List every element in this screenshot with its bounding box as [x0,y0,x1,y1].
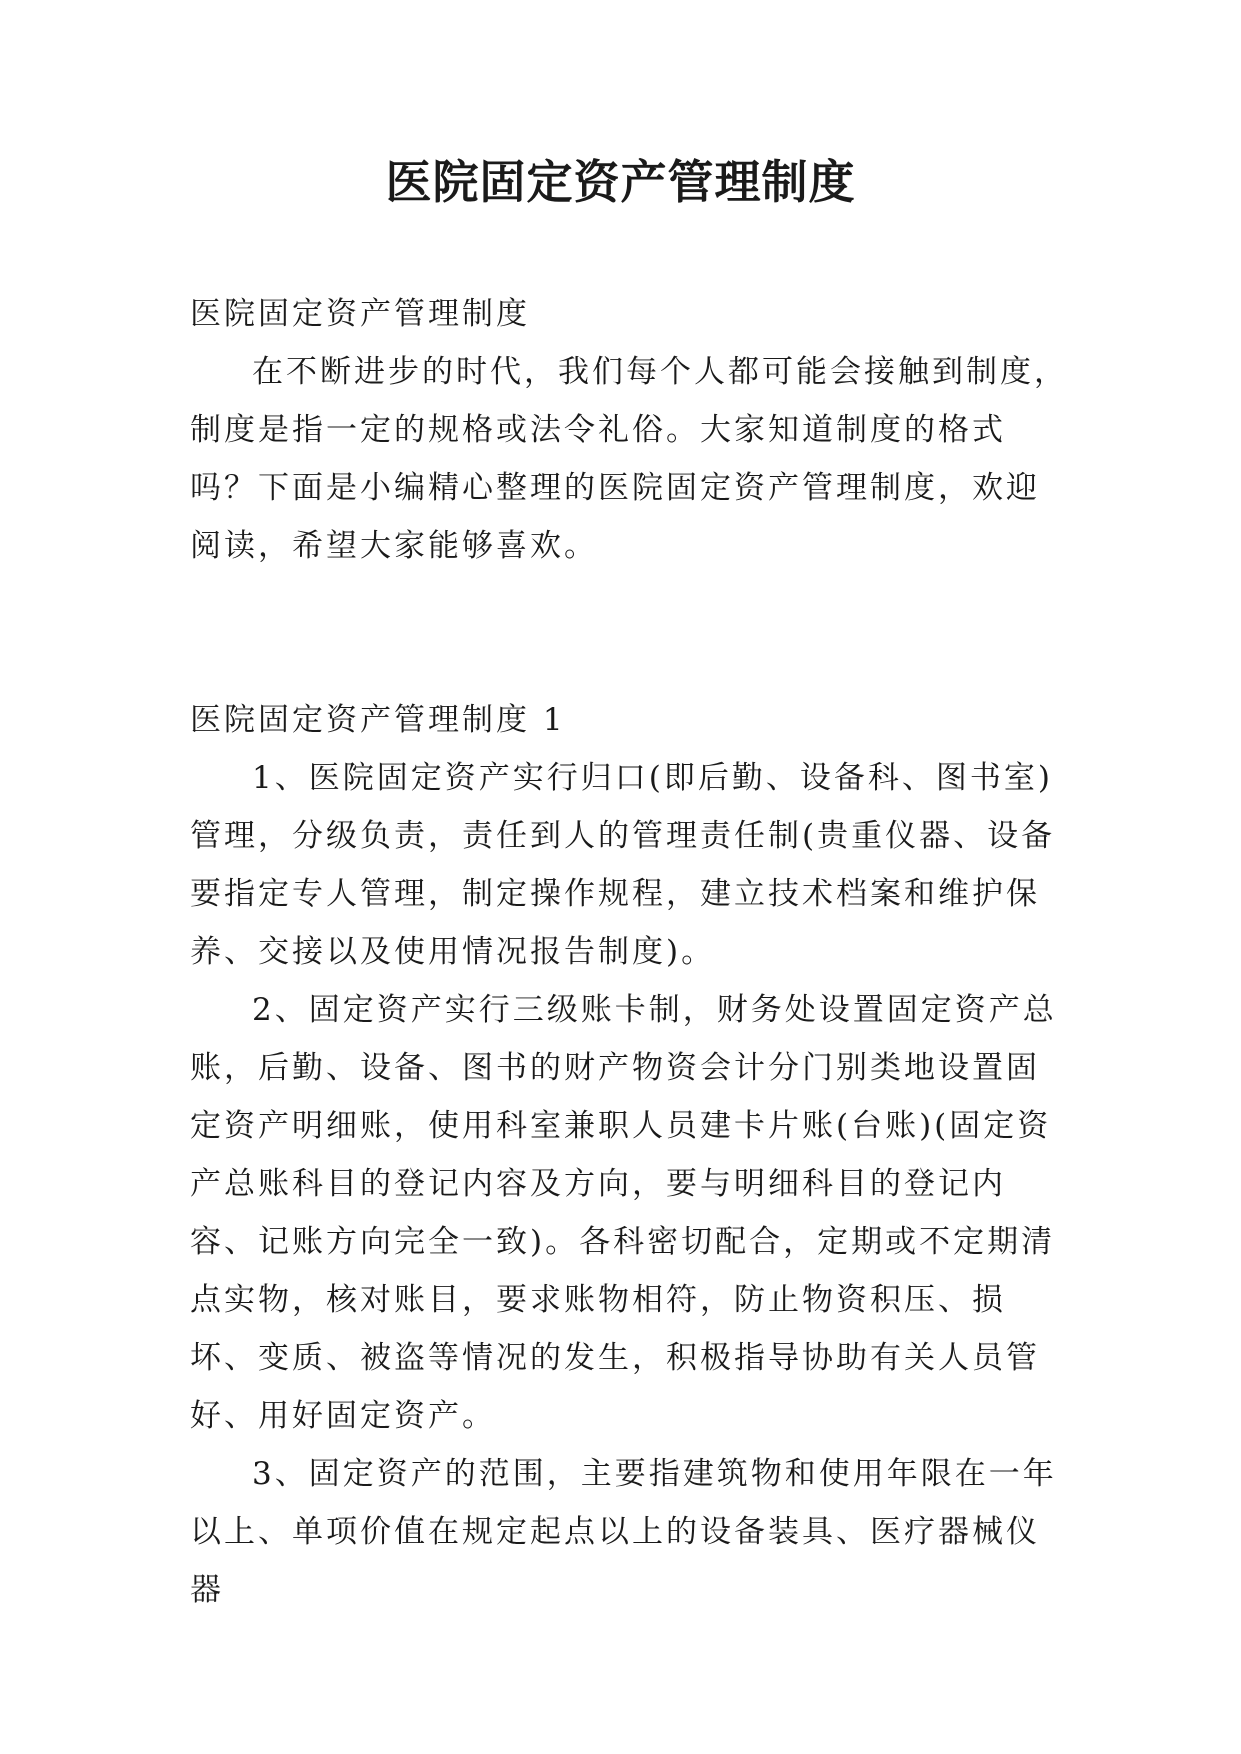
document-title: 医院固定资产管理制度 [385,155,856,209]
section-heading: 医院固定资产管理制度 1 [190,702,566,738]
intro-paragraph: 在不断进步的时代，我们每个人都可能会接触到制度，制度是指一定的规格或法令礼俗。大家知道制度的格式吗？下面是小编精心整理的医院固定资产管理制度，欢迎阅读，希望大家能够喜欢。 [190,354,1068,564]
document-body [190,285,1070,1619]
section-spacer [190,575,1070,691]
body-paragraph: 2、固定资产实行三级账卡制，财务处设置固定资产总账，后勤、设备、图书的财产物资会计分门别类地设置固定资产明细账，使用科室兼职人员建卡片账(台账)(固定资产总账科目的登记内容及方向，要与明细科目的登记内容、记账方向完全一致)。各科密切配合，定期或不定期清点实物，核对账目，要求账物相符，防止物资积压、损坏、变质、被盗等情况的发生，积极指导协助有关人员管好、用好固定资产。 [190,992,1057,1434]
document-subtitle: 医院固定资产管理制度 [190,296,530,332]
body-paragraph: 1、医院固定资产实行归口(即后勤、设备科、图书室)管理，分级负责，责任到人的管理责任制(贵重仪器、设备要指定专人管理，制定操作规程，建立技术档案和维护保养、交接以及使用情况报告制度)。 [190,760,1056,970]
body-paragraph: 3、固定资产的范围，主要指建筑物和使用年限在一年以上、单项价值在规定起点以上的设备装具、医疗器械仪器 [190,1456,1057,1608]
